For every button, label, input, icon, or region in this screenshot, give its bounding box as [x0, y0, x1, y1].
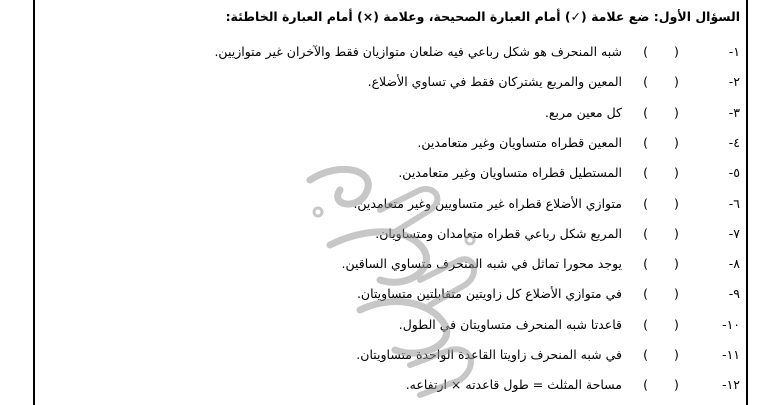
answer-box-open-paren: ( [643, 74, 648, 90]
statement-text: مساحة المثلث = طول قاعدته × ارتفاعه. [405, 377, 622, 393]
answer-box-close-paren: ) [674, 347, 679, 362]
statement-number: ٩- [728, 286, 740, 302]
answer-box-close-paren: ) [674, 286, 679, 302]
answer-box[interactable] [634, 224, 688, 244]
statement-number: ١١- [722, 347, 740, 362]
answer-box-open-paren: ( [643, 377, 648, 393]
statement-number: ٤- [728, 134, 740, 150]
statement-text: المستطيل قطراه متساويان وغير متعامدين. [398, 165, 622, 181]
statement-item [80, 345, 740, 365]
statement-number: ٥- [728, 165, 740, 181]
statement-item [80, 194, 740, 214]
answer-box[interactable] [634, 315, 688, 335]
answer-box[interactable] [634, 194, 688, 214]
statement-number: ٢- [728, 74, 740, 90]
answer-box-close-paren: ) [674, 225, 679, 241]
statement-text: متوازي الأضلاع قطراه غير متساويين وغير متعامدين. [353, 195, 622, 211]
statement-item [80, 103, 740, 123]
statement-text: المربع شكل رباعي قطراه متعامدان ومتساويان. [375, 225, 622, 241]
answer-box-open-paren: ( [643, 44, 648, 59]
answer-box-open-paren: ( [643, 347, 648, 362]
answer-box[interactable] [634, 375, 688, 395]
answer-box-open-paren: ( [643, 286, 648, 302]
statement-item [80, 284, 740, 304]
statement-number: ٦- [728, 195, 740, 211]
statement-number: ٧- [728, 225, 740, 241]
answer-box-close-paren: ) [674, 256, 679, 272]
answer-box-close-paren: ) [674, 44, 679, 59]
statement-text: يوجد محورا تماثل في شبه المنحرف متساوي الساقين. [341, 256, 622, 272]
statement-item [80, 224, 740, 244]
answer-box[interactable] [634, 345, 688, 365]
statement-item [80, 72, 740, 92]
statement-item [80, 315, 740, 335]
statement-item [80, 133, 740, 153]
answer-box-close-paren: ) [674, 74, 679, 90]
answer-box-open-paren: ( [643, 225, 648, 241]
statement-text: قاعدتا شبه المنحرف متساويتان في الطول. [398, 316, 622, 332]
statement-text: في شبه المنحرف زاويتا القاعدة الواحدة متساويتان. [356, 347, 622, 362]
statement-item [80, 254, 740, 274]
answer-box-close-paren: ) [674, 377, 679, 393]
answer-box-open-paren: ( [643, 256, 648, 272]
answer-box-open-paren: ( [643, 195, 648, 211]
statement-item [80, 42, 740, 62]
answer-box[interactable] [634, 133, 688, 153]
answer-box-close-paren: ) [674, 104, 679, 120]
statement-number: ١٢- [722, 377, 740, 393]
answer-box[interactable] [634, 254, 688, 274]
cropped-title-remnant [260, 0, 470, 4]
statement-item [80, 163, 740, 183]
answer-box[interactable] [634, 72, 688, 92]
statement-number: ٨- [728, 256, 740, 272]
statement-text: المعين قطراه متساويان وغير متعامدين. [417, 134, 622, 150]
statement-text: في متوازي الأضلاع كل زاويتين متقابلتين متساويتان. [356, 286, 622, 302]
answer-box-close-paren: ) [674, 316, 679, 332]
statement-text: كل معين مربع. [544, 104, 622, 120]
statement-number: ١- [728, 44, 740, 59]
answer-box[interactable] [634, 284, 688, 304]
answer-box-close-paren: ) [674, 165, 679, 181]
statement-text: المعين والمربع يشتركان فقط في تساوي الأضلاع. [367, 74, 622, 90]
answer-box-open-paren: ( [643, 316, 648, 332]
answer-box-open-paren: ( [643, 134, 648, 150]
answer-box[interactable] [634, 42, 688, 62]
page-border-left [33, 0, 35, 405]
answer-box[interactable] [634, 163, 688, 183]
watermark-logo [270, 150, 520, 405]
answer-box-open-paren: ( [643, 104, 648, 120]
answer-box-open-paren: ( [643, 165, 648, 181]
statement-number: ١٠- [722, 316, 740, 332]
question-title: السؤال الأول: ضع علامة (✓) أمام العبارة الصحيحة، وعلامة (×) أمام العبارة الخاطئة: [225, 9, 740, 24]
statement-item [80, 375, 740, 395]
page-border-right [746, 0, 748, 405]
statement-number: ٣- [728, 104, 740, 120]
answer-box[interactable] [634, 103, 688, 123]
statement-text: شبه المنحرف هو شكل رباعي فيه ضلعان متوازيان فقط والآخران غير متوازيين. [214, 44, 622, 59]
answer-box-close-paren: ) [674, 195, 679, 211]
answer-box-close-paren: ) [674, 134, 679, 150]
